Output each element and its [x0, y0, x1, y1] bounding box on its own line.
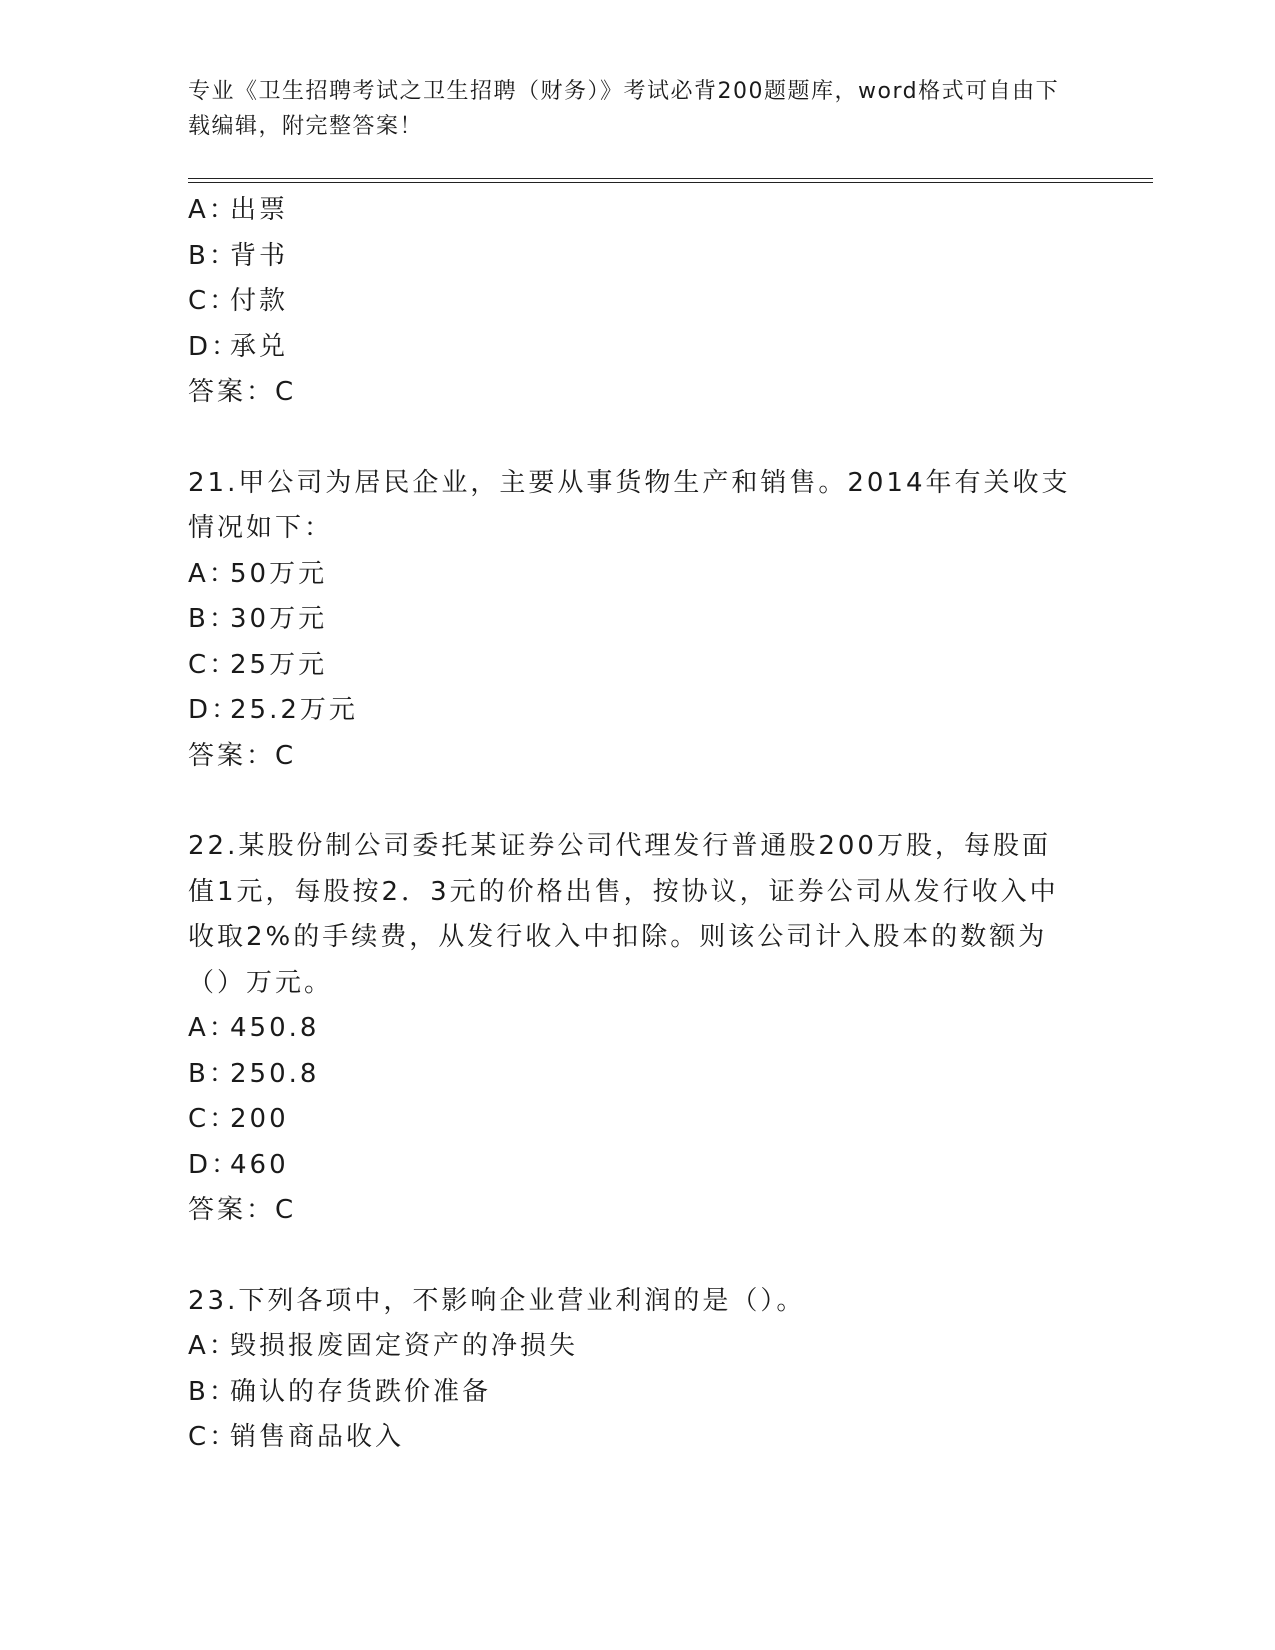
option-text: 25.2万元 — [230, 695, 358, 725]
option-b — [188, 1052, 1078, 1098]
option-a — [188, 1006, 1078, 1052]
option-d — [188, 688, 1078, 734]
option-text: 确认的存货跌价准备 — [230, 1376, 492, 1407]
option-key: A： — [188, 1013, 238, 1043]
option-c — [188, 643, 1078, 689]
block-gap — [188, 779, 1078, 824]
option-b — [188, 1370, 1078, 1416]
option-text: 25万元 — [230, 649, 328, 680]
option-key: D： — [188, 331, 241, 362]
option-c — [188, 1415, 1078, 1461]
option-text: 450.8 — [230, 1013, 320, 1043]
document-header: 专业《卫生招聘考试之卫生招聘（财务）》考试必背200题题库，word格式可自由下载编辑，附完整答案！ — [188, 79, 1060, 139]
option-b — [188, 234, 1078, 280]
option-key: C： — [188, 649, 239, 680]
option-key: B： — [188, 1376, 238, 1407]
option-key: D： — [188, 695, 241, 725]
option-key: B： — [188, 1058, 238, 1089]
option-text: 付款 — [230, 286, 289, 316]
option-b — [188, 597, 1078, 643]
header-rule-top — [188, 178, 1153, 179]
answer-line: 答案：C — [188, 377, 297, 407]
option-key: D： — [188, 1149, 241, 1180]
question-list — [188, 188, 1078, 1461]
block-gap — [188, 1234, 1078, 1279]
option-a — [188, 552, 1078, 598]
option-text: 承兑 — [230, 331, 289, 362]
option-text: 250.8 — [230, 1058, 320, 1089]
option-d — [188, 325, 1078, 371]
question-block — [188, 1279, 1078, 1461]
option-c — [188, 279, 1078, 325]
option-key: C： — [188, 286, 239, 316]
question-text: 21.甲公司为居民企业，主要从事货物生产和销售。2014年有关收支情况如下： — [188, 467, 1071, 543]
question-block — [188, 824, 1078, 1234]
option-text: 毁损报废固定资产的净损失 — [230, 1331, 579, 1361]
option-text: 200 — [230, 1104, 289, 1134]
answer-line: 答案：C — [188, 1195, 297, 1225]
answer-line: 答案：C — [188, 740, 297, 771]
option-c — [188, 1097, 1078, 1143]
option-text: 460 — [230, 1149, 289, 1180]
option-key: A： — [188, 558, 238, 589]
option-a — [188, 188, 1078, 234]
question-block — [188, 188, 1078, 416]
option-a — [188, 1324, 1078, 1370]
option-d — [188, 1143, 1078, 1189]
option-key: C： — [188, 1422, 239, 1452]
option-key: A： — [188, 1331, 238, 1361]
option-key: B： — [188, 240, 238, 271]
header-rule-bottom — [188, 182, 1153, 183]
question-text: 22.某股份制公司委托某证券公司代理发行普通股200万股，每股面值1元，每股按2．3元的价格出售，按协议，证券公司从发行收入中收取2%的手续费，从发行收入中扣除。则该公司计入股本的数额为（）万元。 — [188, 831, 1059, 998]
block-gap — [188, 416, 1078, 461]
question-block — [188, 461, 1078, 780]
option-key: B： — [188, 604, 238, 634]
option-text: 30万元 — [230, 604, 328, 634]
option-key: A： — [188, 195, 238, 225]
question-text: 23.下列各项中，不影响企业营业利润的是（）。 — [188, 1285, 806, 1316]
option-text: 销售商品收入 — [230, 1422, 405, 1452]
option-text: 背书 — [230, 240, 289, 271]
option-text: 50万元 — [230, 558, 328, 589]
option-key: C： — [188, 1104, 239, 1134]
option-text: 出票 — [230, 195, 289, 225]
